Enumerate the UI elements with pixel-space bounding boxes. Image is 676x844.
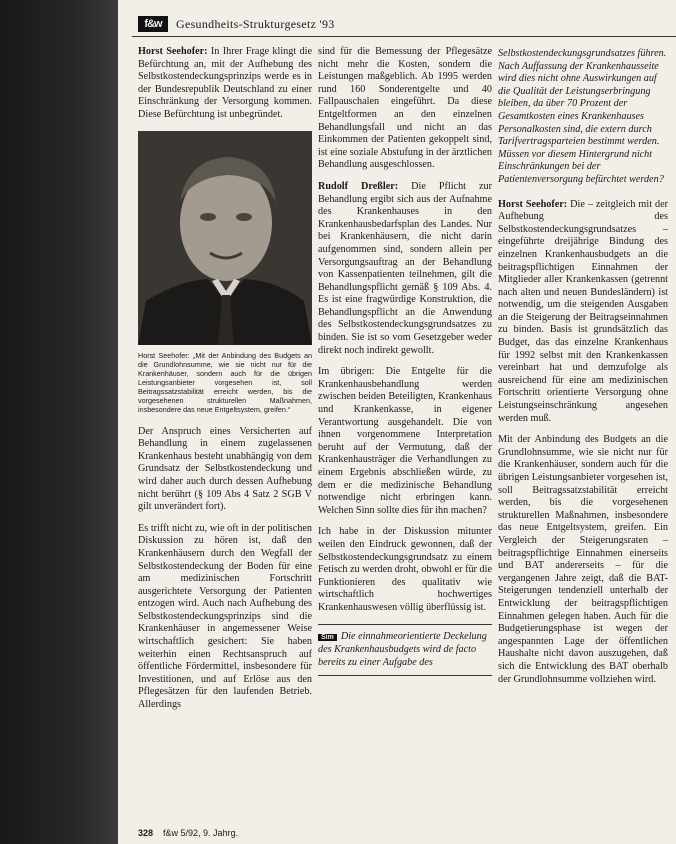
page-footer bbox=[138, 828, 238, 838]
paragraph: sind für die Bemessung der Pflegesätze nicht mehr die Kosten, sondern die Leistungen maßgeblich. Ab 1995 werden rund 160 Sonderentgelte und 40 Fallpauschalen eingeführt. Da diese Entgeltformen an den einzelnen Behandlungsfall und nicht an das Einkommen der Patienten gekoppelt sind, ist eine soziale Abstufung in der ärztlichen Behandlung ausgeschlossen. bbox=[318, 46, 492, 171]
question-text: Die einnahmeorientierte Deckelung des Krankenhausbudgets wird de facto bereits zu einer Aufgabe des bbox=[318, 630, 487, 668]
issue-info: f&w 5/92, 9. Jahrg. bbox=[163, 828, 239, 838]
paragraph-text: Die Pflicht zur Behandlung ergibt sich aus der Aufnahme des Krankenhauses in den Krankenhausbedarfsplan des Landes. Nur bei Krankenhäusern, die nicht darin aufgenommen sind, sondern allein per Versorgungsauftrag an der Behandlung von Kassenpatienten teilnehmen, gilt die Behandlungspflicht gemäß § 109 Abs. 4. Es ist eine fragwürdige Konstruktion, die Behandlungspflicht an die Anwendung des Selbstkostendeckungsgrundsatzes zu binden. Sie ist so vom Gesetzgeber weder direkt noch indirekt gewollt. bbox=[318, 180, 493, 356]
paragraph-text: In Ihrer Frage klingt die Befürchtung an, mit der Aufhebung des Selbstkostendeckungsprinzips werde es in der Bundesrepublik Deutschland zu einer Einschränkung der Versorgung kommen. Diese Befürchtung ist unbegründet. bbox=[138, 46, 312, 120]
paragraph bbox=[498, 199, 668, 426]
column-2 bbox=[318, 46, 492, 676]
speaker-name: Horst Seehofer: bbox=[498, 198, 568, 210]
magazine-logo: f&w bbox=[138, 16, 168, 32]
magazine-page bbox=[118, 0, 676, 844]
column-1 bbox=[138, 46, 312, 721]
speaker-name: Rudolf Dreßler: bbox=[318, 180, 399, 192]
scan-edge bbox=[0, 0, 118, 844]
paragraph-text: Die – zeitgleich mit der Aufhebung des Selbstkostendeckungsgrundsatzes – eingeführte dreijährige Bindung des einzelnen Krankenhausbudgets an die beitragspflichtigen Einnahmen der Mitglieder aller Krankenkassen (getrennt nach alten und neuen Bundesländern) ist notwendig, um die steigenden Ausgaben an die Steigerung der Beitragseinnahmen zu binden. Basis ist grundsätzlich das Budget, das das einzelne Krankenhaus für 1992 selbst mit den Krankenkassen vereinbart hat und demzufolge als ausreichend für eine am medizinischen Fortschritt orientierte Versorgung ohne Leistungseinschränkung angesehen werden muß. bbox=[498, 198, 668, 424]
paragraph: Es trifft nicht zu, wie oft in der politischen Diskussion zu hören ist, daß den Krankenhäusern durch den Wegfall der Selbstkostendeckung der Boden für eine am medizinischen Fortschritt ausgerichtete Versorgung der Patienten entzogen wird. Auch nach Aufhebung des Selbstkostendeckungsprinzips sind die Krankenhäuser in angemessener Weise wirtschaftlich gesichert: Sie haben weiterhin einen Rechtsanspruch auf öffentliche Fördermittel, insbesondere für Investitionen, und auf Erlöse aus den Pflegesätzen für den laufenden Betrieb. Allerdings bbox=[138, 522, 312, 711]
section-title: Gesundheits-Strukturgesetz '93 bbox=[176, 17, 335, 31]
interviewer-question-continued: Selbstkostendeckungsgrundsatzes führen. Nach Auffassung der Krankenhausseite wird dies nicht ohne Auswirkungen auf die Qualität der Leistungserbringung bleiben, da über 70 Prozent der Gesamtkosten eines Krankenhauses Personalkosten sind, die extern durch Tarifvertragsparteien bestimmt werden. Müssen vor diesem Hintergrund nicht Einschränkungen bei der Patientenversorgung befürchtet werden? bbox=[498, 48, 667, 185]
speaker-name: Horst Seehofer: bbox=[138, 46, 208, 57]
paragraph: Mit der Anbindung des Budgets an die Grundlohnsumme, wie sie nicht nur für die Krankenhäuser, sondern auch für die übrigen Leistungsanbieter vorgesehen ist, soll Beitragssatzstabilität erreicht werden, bis die vorgesehenen strukturellen Maßnahmen, insbesondere das neue Entgeltsystem, greifen. Ein Vergleich der Steigerungsraten – beitragspflichtige Einnahmen einerseits und BAT andererseits – für die vergangenen Jahre zeigt, daß die BAT-Steigerungen tendenziell unterhalb der Entwicklung der beitragspflichtigen Einnahmen gelegen haben. Auch für die Budgetierungsphase ist wegen der angespannten Lage der öffentlichen Haushalte nicht davon auszugehen, daß sich die Entwicklung des BAT oberhalb der Grundlohnsumme vollziehen wird. bbox=[498, 434, 668, 685]
page-number: 328 bbox=[138, 828, 154, 838]
paragraph bbox=[138, 46, 312, 122]
paragraph bbox=[318, 181, 492, 357]
header-rule bbox=[132, 36, 676, 37]
paragraph: Im übrigen: Die Entgelte für die Krankenhausbehandlung werden zwischen beiden Beteiligten, Krankenhaus und Krankenkasse, in eigener Verantwortung ausgehandelt. Die von ihnen vorgenommene Interpretation beruht auf der Vermutung, daß der Krankenhausträger die Verhandlungen zu einem Ergebnis abschließen würde, zu dem er die medizinische Behandlung notwendige nicht erbringen kann. Welchen Sinn sollte dies für ihn machen? bbox=[318, 366, 492, 516]
question-tag: Sim bbox=[318, 634, 337, 641]
interviewer-question bbox=[318, 624, 492, 677]
portrait-image bbox=[138, 131, 312, 345]
paragraph: Ich habe in der Diskussion mitunter weilen den Eindruck gewonnen, daß der Selbstkostendeckungsgrundsatz zu einem Fetisch zu werden droht, obwohl er für die Funktionieren des qualitativ wie wirtschaftlich hochwertiges Krankenhauswesen völlig überflüssig ist. bbox=[318, 526, 492, 613]
portrait-photo bbox=[138, 131, 312, 345]
paragraph: Der Anspruch eines Versicherten auf Behandlung in einem zugelassenen Krankenhaus besteht unabhängig von dem Grundsatz der Selbstkostendeckung und wird daher auch durch dessen Aufhebung nicht berührt (§ 109 Abs 4 Satz 2 SGB V gilt unverändert fort). bbox=[138, 425, 312, 513]
photo-caption: Horst Seehofer: „Mit der Anbindung des Budgets an die Grundlohnsumme, wie sie nicht nur für die Krankenhäuser, sondern auch für die übrigen Leistungsanbieter vorgesehen ist, soll Beitragssatzstabilität erreicht werden, bis die vorgesehenen strukturellen Maßnahmen, insbesondere das neue Entgeltsystem, greifen.“ bbox=[138, 350, 312, 414]
column-3 bbox=[498, 46, 668, 695]
page-header bbox=[132, 16, 676, 34]
